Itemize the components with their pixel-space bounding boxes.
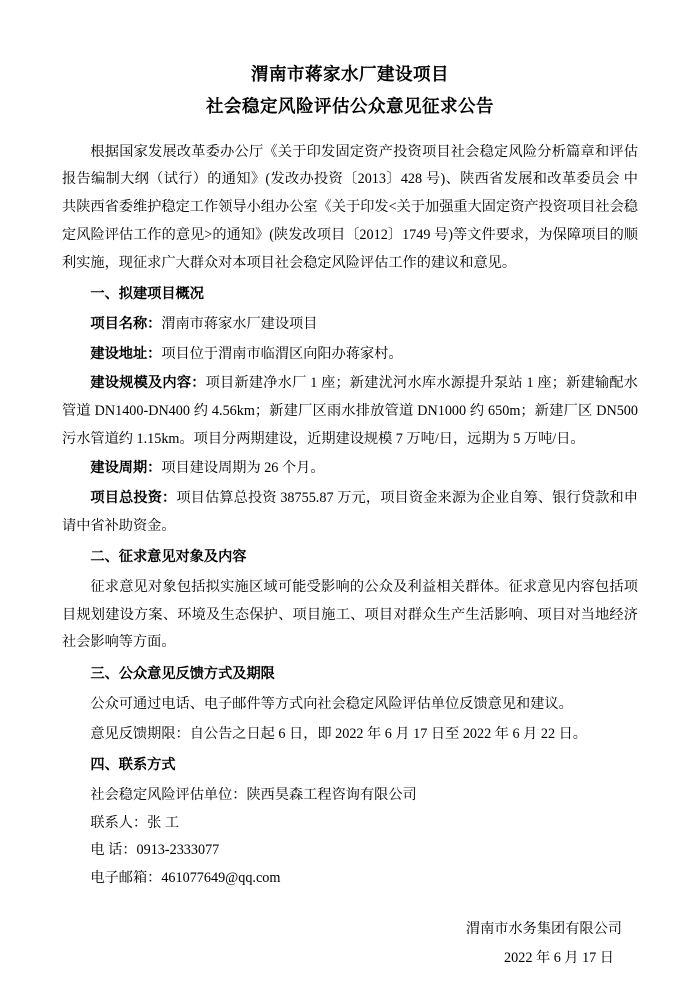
text-project-address: 项目位于渭南市临渭区向阳办蒋家村。: [161, 345, 403, 362]
title-line-2: 社会稳定风险评估公众意见征求公告: [206, 96, 494, 117]
section-heading-2: 二、征求意见对象及内容: [90, 549, 247, 566]
label-project-investment: 项目总投资：: [90, 490, 177, 506]
signature-organization: 渭南市水务集团有限公司: [465, 920, 622, 937]
label-project-name: 项目名称：: [90, 315, 162, 332]
section-heading-4: 四、联系方式: [90, 757, 176, 774]
section-1-item-5: [62, 485, 638, 540]
signature-date: 2022 年 6 月 17 日: [504, 950, 614, 967]
page-title: [62, 58, 638, 123]
document-body: [62, 139, 638, 893]
contact-phone: 电 话：0913-2333077: [90, 842, 220, 859]
section-1-item-2: [62, 341, 638, 369]
section-heading-1: 一、拟建项目概况: [90, 286, 204, 303]
text-project-investment: 项目估算总投资 38755.87 万元，项目资金来源为企业自筹、银行贷款和申请中省补助资金。: [62, 490, 638, 534]
intro-paragraph: 根据国家发展改革委办公厅《关于印发固定资产投资项目社会稳定风险分析篇章和评估报告编制大纲（试行）的通知》(发改办投资〔2013〕428 号)、陕西省发展和改革委员会 中共陕西省委维护稳定工作领导小组办公室《关于印发<关于加强重大固定资产投资项目社会稳定风险评估工作的意见>的通知》(陕发改项目〔2012〕1749 号)等文件要求，为保障项目的顺利实施，现征求广大群众对本项目社会稳定风险评估工作的建议和意见。: [62, 143, 638, 271]
section-1-item-1: [62, 311, 638, 339]
section-3-item-1: 公众可通过电话、电子邮件等方式向社会稳定风险评估单位反馈意见和建议。: [90, 695, 573, 712]
section-1-item-4: [62, 455, 638, 483]
section-heading-3: 三、公众意见反馈方式及期限: [90, 666, 275, 683]
label-project-scale: 建设规模及内容：: [90, 375, 206, 392]
text-project-scale: 项目新建净水厂 1 座；新建沋河水库水源提升泵站 1 座；新建输配水管道 DN1400-DN400 约 4.56km；新建厂区雨水排放管道 DN1000 约 650m；新建厂区 DN500 污水管道约 1.15km。项目分两期建设，近期建设规模 7 万吨/日，远期为 5 万吨/日。: [62, 375, 638, 447]
contact-email: 电子邮箱：461077649@qq.com: [90, 869, 281, 886]
text-project-duration: 项目建设周期为 26 个月。: [161, 460, 325, 477]
text-project-name: 渭南市蒋家水厂建设项目: [161, 315, 318, 332]
contact-person: 联系人：张 工: [90, 814, 180, 831]
contact-assessment-unit: 社会稳定风险评估单位：陕西昊森工程咨询有限公司: [90, 786, 417, 803]
section-2-item-1: 征求意见对象包括拟实施区域可能受影响的公众及利益相关群体。征求意见内容包括项目规划建设方案、环境及生态保护、项目施工、项目对群众生产生活影响、项目对当地经济社会影响等方面。: [62, 579, 638, 651]
signature-block: [62, 915, 638, 975]
label-project-address: 建设地址：: [90, 345, 162, 362]
label-project-duration: 建设周期：: [90, 460, 162, 477]
title-line-1: 渭南市蒋家水厂建设项目: [251, 64, 449, 84]
section-3-item-2: 意见反馈期限：自公告之日起 6 日，即 2022 年 6 月 17 日至 2022 年 6 月 22 日。: [90, 725, 587, 742]
section-1-item-3: [62, 370, 638, 453]
